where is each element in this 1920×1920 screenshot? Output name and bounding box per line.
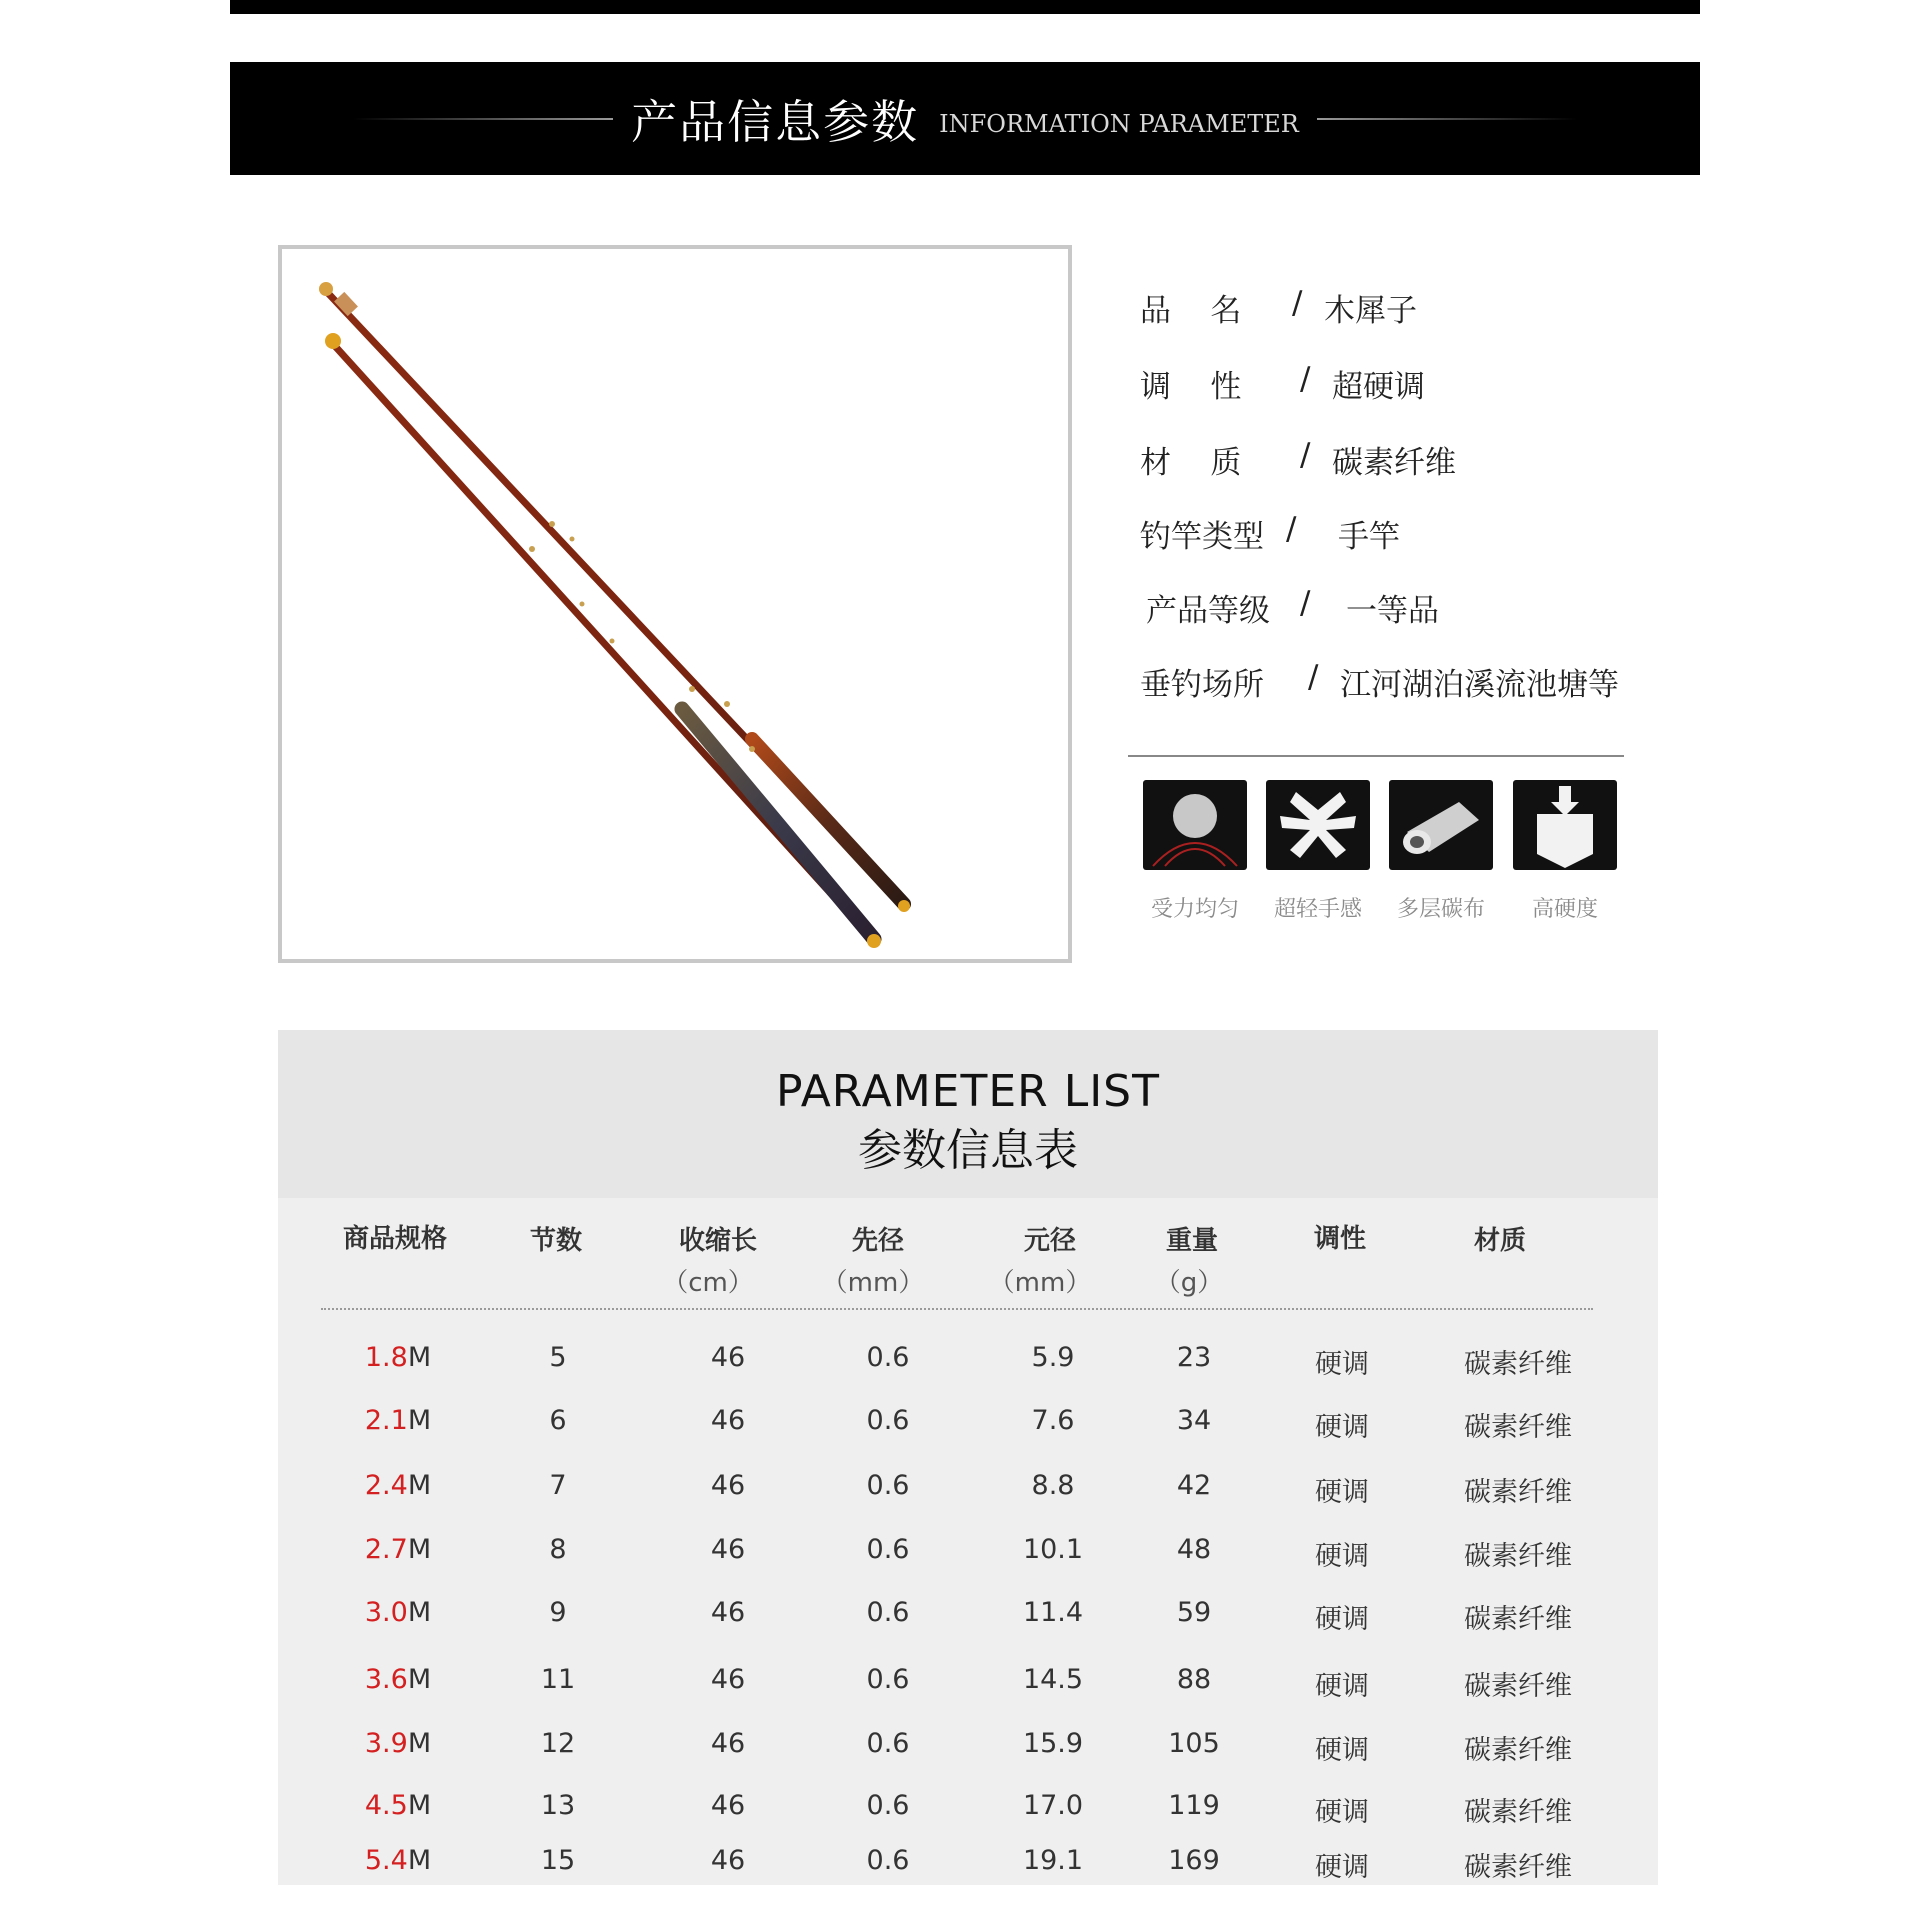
cell-material: 碳素纤维 [1464, 1797, 1572, 1828]
cell-weight: 88 [1176, 1664, 1212, 1695]
cell-sections: 5 [549, 1342, 567, 1373]
cell-action: 硬调 [1315, 1852, 1369, 1883]
cell-weight: 34 [1176, 1405, 1212, 1436]
cell-sections: 9 [549, 1597, 567, 1628]
cell-base: 19.1 [1022, 1845, 1084, 1876]
spec-unit: M [407, 1342, 432, 1373]
cell-material: 碳素纤维 [1464, 1735, 1572, 1766]
cell-shrink: 46 [710, 1845, 746, 1876]
cell-sections: 7 [549, 1470, 567, 1501]
col-unit-base: （mm） [988, 1268, 1092, 1298]
spec-label: 钓竿类型 [1140, 519, 1264, 555]
spec-label: 垂钓场所 [1140, 667, 1264, 703]
feature-light [1263, 780, 1373, 923]
cell-spec [338, 1664, 458, 1695]
cell-shrink: 46 [710, 1664, 746, 1695]
feature-force [1140, 780, 1250, 923]
col-header-shrink: 收缩长 [678, 1226, 757, 1256]
cell-action: 硬调 [1315, 1671, 1369, 1702]
spec-separator: / [1286, 511, 1297, 547]
cell-tip: 0.6 [866, 1728, 910, 1759]
cell-shrink: 46 [710, 1342, 746, 1373]
feature-hardness [1510, 780, 1620, 923]
col-header-action: 调性 [1313, 1224, 1366, 1254]
cell-base: 5.9 [1031, 1342, 1075, 1373]
banner-divider-right [1317, 118, 1577, 120]
spec-label: 调 性 [1140, 369, 1242, 405]
hardness-arrow-icon [1513, 780, 1617, 870]
spec-label: 品 名 [1140, 293, 1242, 329]
cell-weight: 48 [1176, 1534, 1212, 1565]
cell-action: 硬调 [1315, 1735, 1369, 1766]
cell-spec [338, 1728, 458, 1759]
spec-length: 3.6 [364, 1664, 408, 1695]
spec-unit: M [407, 1664, 432, 1695]
spec-unit: M [407, 1597, 432, 1628]
spec-unit: M [407, 1470, 432, 1501]
parameter-list-title-en: PARAMETER LIST [775, 1066, 1160, 1117]
banner-title-en: INFORMATION PARAMETER [939, 109, 1299, 138]
section-banner [230, 62, 1700, 175]
spec-unit: M [407, 1728, 432, 1759]
cell-base: 15.9 [1022, 1728, 1084, 1759]
cell-base: 17.0 [1022, 1790, 1084, 1821]
cell-base: 8.8 [1031, 1470, 1075, 1501]
feature-label: 高硬度 [1531, 897, 1598, 922]
spec-length: 2.7 [364, 1534, 408, 1565]
cell-weight: 119 [1168, 1790, 1220, 1821]
cell-spec [338, 1597, 458, 1628]
cell-sections: 6 [549, 1405, 567, 1436]
fishing-rod-image [282, 249, 1068, 959]
banner-divider-left [353, 118, 613, 120]
col-header-weight: 重量 [1165, 1226, 1218, 1256]
cell-shrink: 46 [710, 1597, 746, 1628]
spec-length: 2.1 [364, 1405, 408, 1436]
cell-shrink: 46 [710, 1790, 746, 1821]
cell-tip: 0.6 [866, 1597, 910, 1628]
cell-spec [338, 1845, 458, 1876]
cell-tip: 0.6 [866, 1845, 910, 1876]
carbon-layer-icon [1389, 780, 1493, 870]
spec-length: 1.8 [364, 1342, 408, 1373]
cell-spec [338, 1405, 458, 1436]
cell-spec [338, 1790, 458, 1821]
cell-shrink: 46 [710, 1405, 746, 1436]
feature-label: 超轻手感 [1273, 897, 1362, 922]
spec-length: 4.5 [364, 1790, 408, 1821]
col-header-spec: 商品规格 [342, 1224, 447, 1254]
cell-action: 硬调 [1315, 1604, 1369, 1635]
cell-sections: 15 [540, 1845, 576, 1876]
top-black-bar [230, 0, 1700, 14]
cell-base: 10.1 [1022, 1534, 1084, 1565]
col-unit-tip: （mm） [821, 1268, 925, 1298]
spec-unit: M [407, 1405, 432, 1436]
col-header-base: 元径 [1023, 1226, 1076, 1256]
cell-material: 碳素纤维 [1464, 1349, 1572, 1380]
product-image-frame [278, 245, 1072, 963]
spec-separator: / [1300, 437, 1311, 473]
cell-weight: 105 [1168, 1728, 1220, 1759]
feather-hand-icon [1266, 780, 1370, 870]
spec-value: 江河湖泊溪流池塘等 [1340, 667, 1619, 703]
cell-sections: 12 [540, 1728, 576, 1759]
spec-length: 5.4 [364, 1845, 408, 1876]
spec-unit: M [407, 1534, 432, 1565]
cell-tip: 0.6 [866, 1664, 910, 1695]
cell-shrink: 46 [710, 1534, 746, 1565]
cell-action: 硬调 [1315, 1797, 1369, 1828]
spec-length: 2.4 [364, 1470, 408, 1501]
cell-material: 碳素纤维 [1464, 1604, 1572, 1635]
cell-weight: 42 [1176, 1470, 1212, 1501]
cell-material: 碳素纤维 [1464, 1671, 1572, 1702]
spec-length: 3.0 [364, 1597, 408, 1628]
feature-label: 多层碳布 [1396, 897, 1485, 922]
spec-separator: / [1300, 585, 1311, 621]
spec-value: 木犀子 [1324, 293, 1417, 329]
cell-action: 硬调 [1315, 1412, 1369, 1443]
cell-weight: 169 [1168, 1845, 1220, 1876]
table-divider [321, 1308, 1593, 1310]
cell-tip: 0.6 [866, 1534, 910, 1565]
col-unit-weight: （g） [1154, 1268, 1224, 1298]
cell-weight: 23 [1176, 1342, 1212, 1373]
cell-sections: 13 [540, 1790, 576, 1821]
spec-value: 超硬调 [1332, 369, 1425, 405]
cell-base: 11.4 [1022, 1597, 1084, 1628]
cell-action: 硬调 [1315, 1541, 1369, 1572]
rod-gold-marks [529, 521, 755, 752]
cell-weight: 59 [1176, 1597, 1212, 1628]
parameter-list-title-cn: 参数信息表 [858, 1125, 1078, 1176]
banner-title-cn: 产品信息参数 [631, 94, 920, 149]
feature-icons [1140, 780, 1630, 920]
spec-value: 手竿 [1338, 519, 1400, 555]
spec-label: 材 质 [1140, 445, 1242, 481]
cell-action: 硬调 [1315, 1349, 1369, 1380]
cell-sections: 8 [549, 1534, 567, 1565]
cell-material: 碳素纤维 [1464, 1541, 1572, 1572]
cell-tip: 0.6 [866, 1405, 910, 1436]
spec-unit: M [407, 1845, 432, 1876]
spec-separator: / [1308, 659, 1319, 695]
cell-tip: 0.6 [866, 1342, 910, 1373]
spec-value: 碳素纤维 [1332, 445, 1456, 481]
cell-tip: 0.6 [866, 1790, 910, 1821]
rod-lower [325, 333, 881, 948]
cell-base: 14.5 [1022, 1664, 1084, 1695]
spec-separator: / [1300, 361, 1311, 397]
rod-upper [319, 282, 910, 912]
parameter-list-panel [278, 1030, 1658, 1885]
feature-carbon [1386, 780, 1496, 923]
spec-value: 一等品 [1346, 593, 1439, 629]
cell-tip: 0.6 [866, 1470, 910, 1501]
force-sphere-icon [1143, 780, 1247, 870]
cell-action: 硬调 [1315, 1477, 1369, 1508]
cell-shrink: 46 [710, 1728, 746, 1759]
cell-material: 碳素纤维 [1464, 1477, 1572, 1508]
col-header-sections: 节数 [529, 1226, 582, 1256]
cell-material: 碳素纤维 [1464, 1412, 1572, 1443]
col-header-material: 材质 [1473, 1226, 1526, 1256]
spec-unit: M [407, 1790, 432, 1821]
spec-label: 产品等级 [1146, 593, 1270, 629]
cell-material: 碳素纤维 [1464, 1852, 1572, 1883]
cell-base: 7.6 [1031, 1405, 1075, 1436]
parameter-list-header [278, 1030, 1658, 1198]
cell-spec [338, 1342, 458, 1373]
spec-separator: / [1292, 285, 1303, 321]
cell-spec [338, 1534, 458, 1565]
col-unit-shrink: （cm） [662, 1268, 754, 1298]
col-header-tip: 先径 [851, 1226, 904, 1256]
cell-spec [338, 1470, 458, 1501]
cell-shrink: 46 [710, 1470, 746, 1501]
cell-sections: 11 [540, 1664, 576, 1695]
spec-divider [1128, 755, 1624, 757]
spec-length: 3.9 [364, 1728, 408, 1759]
feature-label: 受力均匀 [1150, 897, 1239, 922]
